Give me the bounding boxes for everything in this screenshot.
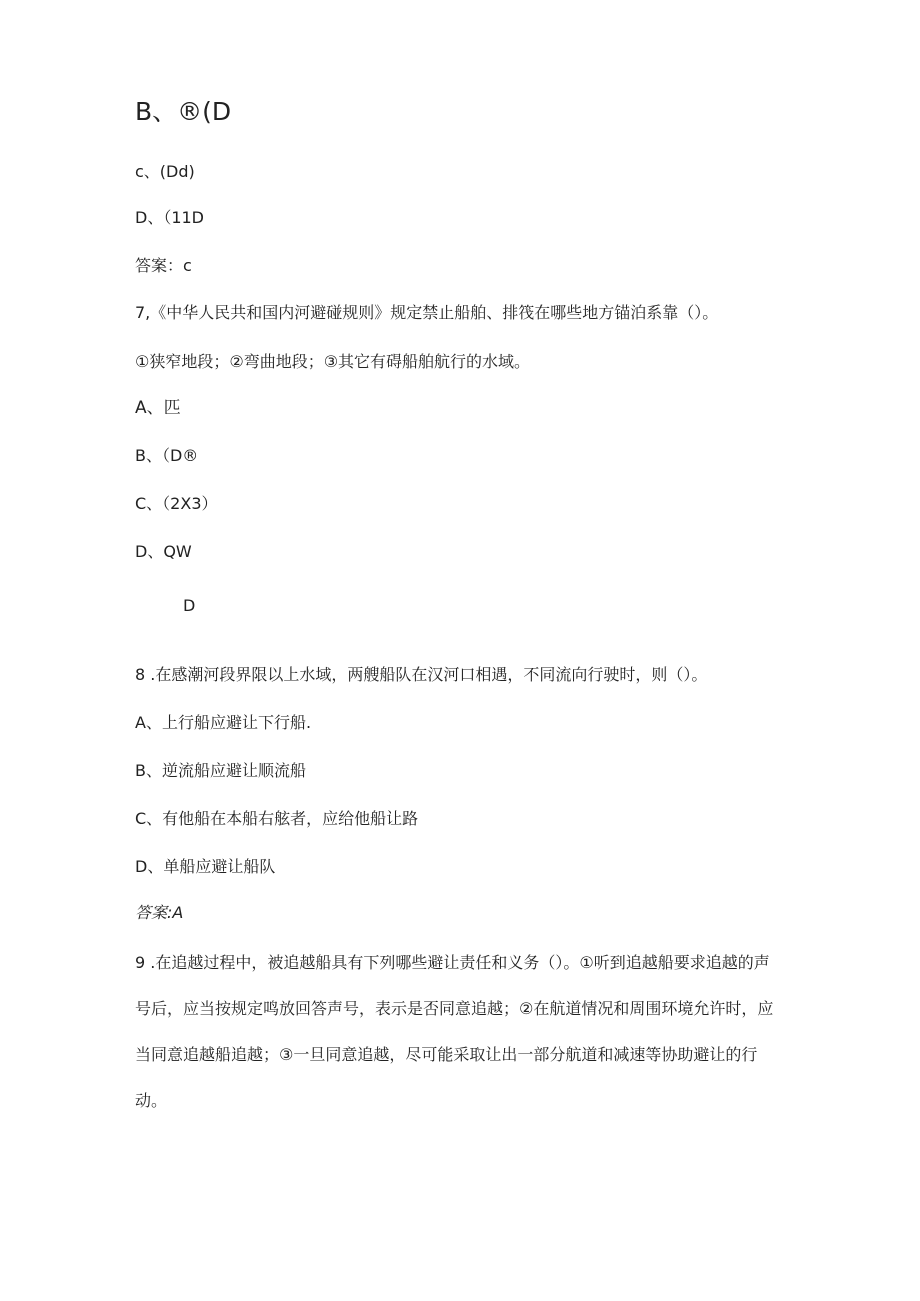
option-b-line: B、®(D [135, 97, 232, 126]
q8-option-d: D、单船应避让船队 [135, 857, 276, 876]
option-c-line: c、(Dd) [135, 162, 195, 181]
q7-option-c: C、（2X3） [135, 494, 218, 513]
question-7: 7,《中华人民共和国内河避碰规则》规定禁止船舶、排筏在哪些地方锚泊系靠（）。 [135, 303, 719, 322]
q7-option-a: A、匹 [135, 398, 181, 418]
question-8: 8 .在感潮河段界限以上水域，两艘船队在汉河口相遇，不同流向行驶时，则（）。 [135, 665, 708, 684]
q8-option-a: A、上行船应避让下行船. [135, 713, 312, 732]
q7-option-b: B、（D® [135, 446, 199, 465]
question-9: 9 .在追越过程中，被追越船具有下列哪些避让责任和义务（）。①听到追越船要求追越的声号后，应当按规定鸣放回答声号，表示是否同意追越；②在航道情况和周围环境允许时，应当同意追越船追越；③一旦同意追越，尽可能采取让出一部分航道和减速等协助避让的行动。 [135, 953, 774, 1110]
q8-option-b: B、逆流船应避让顺流船 [135, 761, 306, 780]
q8-option-c: C、有他船在本船右舷者，应给他船让路 [135, 809, 419, 828]
q7-answer: D [183, 596, 196, 615]
option-d-line: D、（11D [135, 208, 205, 227]
question-7-items: ①狭窄地段；②弯曲地段；③其它有碍船舶航行的水域。 [135, 352, 531, 371]
q8-answer: 答案:A [135, 903, 184, 922]
answer-line: 答案：c [135, 256, 192, 275]
q7-option-d: D、QW [135, 542, 192, 561]
